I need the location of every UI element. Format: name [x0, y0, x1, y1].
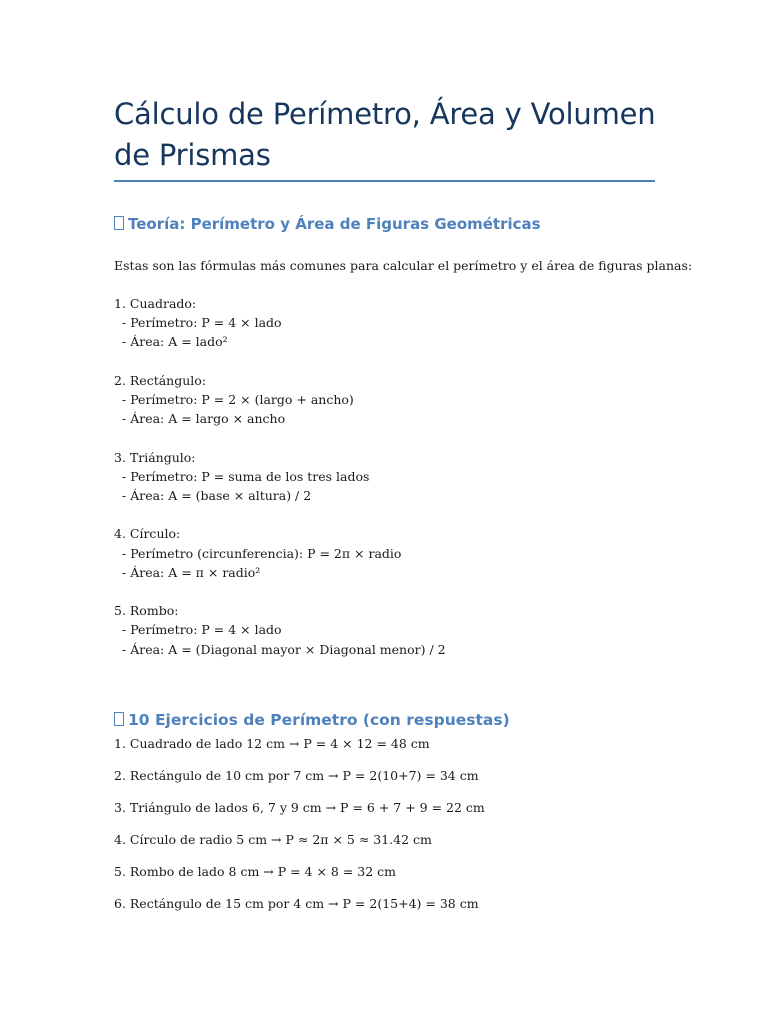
intro-paragraph: Estas son las fórmulas más comunes para calcular el perímetro y el área de figuras planas: — [114, 258, 693, 273]
title-underline-rule — [114, 180, 655, 182]
shape-area-formula: - Área: A = π × radio² — [122, 564, 261, 580]
shape-area-formula: - Área: A = (Diagonal mayor × Diagonal menor) / 2 — [122, 641, 446, 657]
shape-item-cuadrado — [114, 294, 446, 352]
exercise-item: 5. Rombo de lado 8 cm → P = 4 × 8 = 32 cm — [114, 864, 397, 879]
shape-area-formula: - Área: A = largo × ancho — [122, 411, 286, 427]
shape-perimeter-formula: - Perímetro: P = 2 × (largo + ancho) — [122, 392, 354, 407]
exercises-section-heading — [114, 709, 510, 731]
exercise-item: 1. Cuadrado de lado 12 cm → P = 4 × 12 = 48 cm — [114, 736, 430, 751]
shape-name: 4. Círculo: — [114, 526, 181, 542]
theory-section-heading — [114, 213, 541, 235]
shape-perimeter-formula: - Perímetro (circunferencia): P = 2π × radio — [122, 545, 402, 561]
shape-name: 5. Rombo: — [114, 603, 179, 619]
shape-item-triangulo — [114, 448, 446, 506]
shape-item-rectangulo — [114, 371, 446, 429]
shape-name: 1. Cuadrado: — [114, 296, 197, 311]
shape-item-circulo — [114, 524, 446, 582]
document-title: Cálculo de Perímetro, Área y Volumen de Prismas — [114, 97, 656, 172]
exercises-heading-text: 10 Ejercicios de Perímetro (con respuestas) — [128, 711, 510, 729]
exercise-item: 6. Rectángulo de 15 cm por 4 cm → P = 2(15+4) = 38 cm — [114, 896, 479, 911]
shapes-formula-list — [114, 294, 446, 678]
exercise-item: 2. Rectángulo de 10 cm por 7 cm → P = 2(10+7) = 34 cm — [114, 768, 479, 783]
shape-perimeter-formula: - Perímetro: P = 4 × lado — [122, 622, 282, 638]
missing-glyph-box-icon — [114, 712, 124, 726]
shape-name: 2. Rectángulo: — [114, 372, 207, 388]
exercise-item: 3. Triángulo de lados 6, 7 y 9 cm → P = 6 + 7 + 9 = 22 cm — [114, 800, 485, 815]
theory-heading-text: Teoría: Perímetro y Área de Figuras Geométricas — [128, 215, 541, 233]
missing-glyph-box-icon — [114, 216, 124, 230]
exercise-list — [114, 734, 485, 926]
exercise-item: 4. Círculo de radio 5 cm → P ≈ 2π × 5 ≈ 31.42 cm — [114, 832, 432, 847]
shape-perimeter-formula: - Perímetro: P = 4 × lado — [122, 315, 282, 331]
shape-item-rombo — [114, 601, 446, 659]
shape-perimeter-formula: - Perímetro: P = suma de los tres lados — [122, 468, 370, 484]
shape-area-formula: - Área: A = (base × altura) / 2 — [122, 488, 312, 503]
shape-name: 3. Triángulo: — [114, 449, 196, 465]
shape-area-formula: - Área: A = lado² — [122, 334, 228, 350]
